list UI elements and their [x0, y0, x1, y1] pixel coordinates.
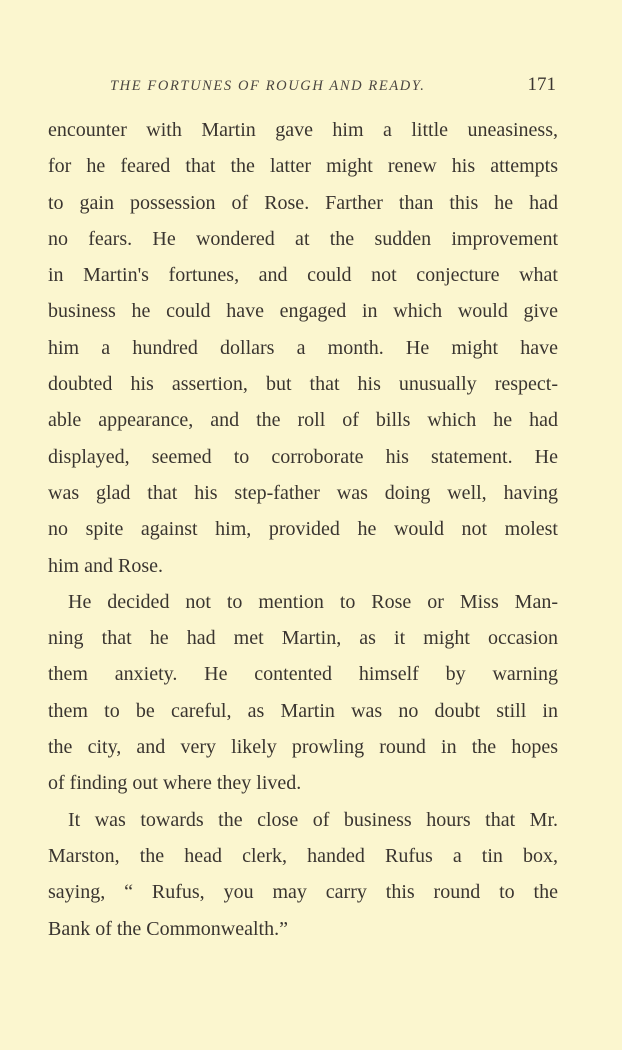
- running-title: THE FORTUNES OF ROUGH AND READY.: [110, 78, 426, 94]
- text-line: Marston, the head clerk, handed Rufus a tin box,: [48, 844, 558, 867]
- text-line: the city, and very likely prowling round in the hopes: [48, 736, 558, 759]
- text-line: ning that he had met Martin, as it might occasion: [48, 627, 558, 650]
- text-line: for he feared that the latter might renew his attempts: [48, 155, 558, 178]
- text-line: of finding out where they lived.: [48, 772, 302, 795]
- text-line: them anxiety. He contented himself by warning: [48, 663, 558, 686]
- paragraph: [48, 112, 558, 584]
- page-number: 171: [527, 74, 556, 95]
- text-line: saying, “ Rufus, you may carry this round to the: [48, 881, 558, 904]
- text-line: displayed, seemed to corroborate his statement. He: [48, 445, 558, 468]
- text-line: It was towards the close of business hours that Mr.: [68, 808, 558, 831]
- text-line: to gain possession of Rose. Farther than this he had: [48, 191, 558, 214]
- text-line: in Martin's fortunes, and could not conjecture what: [48, 264, 558, 287]
- text-line: He decided not to mention to Rose or Miss Man-: [68, 590, 558, 613]
- text-line: them to be careful, as Martin was no doubt still in: [48, 699, 558, 722]
- text-line: no spite against him, provided he would not molest: [48, 518, 558, 541]
- paragraph: [48, 584, 558, 802]
- text-line: doubted his assertion, but that his unusually respect-: [48, 373, 558, 396]
- text-line: him and Rose.: [48, 554, 163, 577]
- body-text: [48, 112, 558, 947]
- paragraph: [48, 802, 558, 947]
- text-line: him a hundred dollars a month. He might have: [48, 336, 558, 359]
- text-line: able appearance, and the roll of bills which he had: [48, 409, 558, 432]
- text-line: business he could have engaged in which would give: [48, 300, 558, 323]
- text-line: encounter with Martin gave him a little uneasiness,: [48, 119, 558, 141]
- text-line: Bank of the Commonwealth.”: [48, 917, 288, 940]
- text-line: was glad that his step-father was doing well, having: [48, 481, 558, 504]
- text-line: no fears. He wondered at the sudden improvement: [48, 227, 558, 250]
- running-header: [100, 74, 558, 102]
